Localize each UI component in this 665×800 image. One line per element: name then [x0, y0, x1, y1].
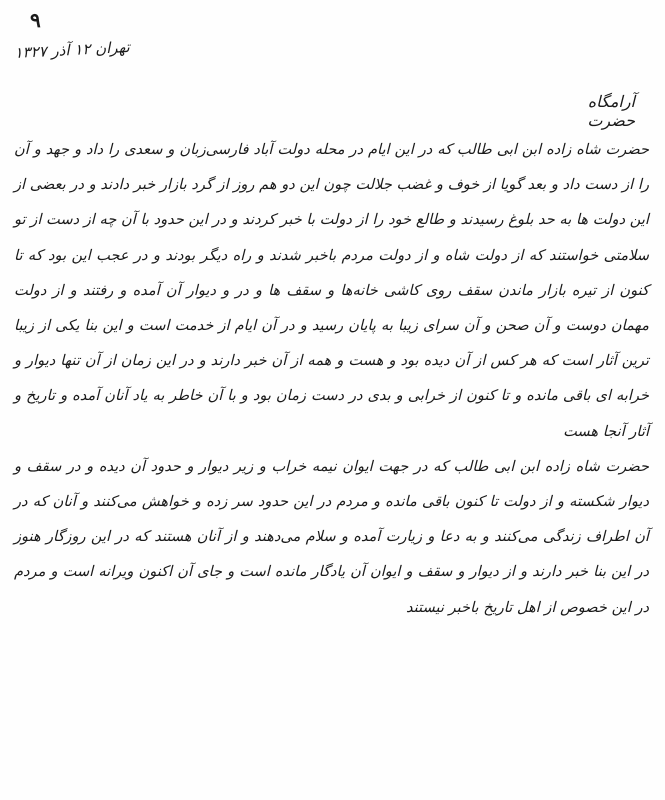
handwritten-body [14, 132, 649, 625]
page-number: ۹ [30, 8, 41, 32]
paragraph: حضرت شاه زاده ابن ابی طالب که در این ایام در محله دولت آباد فارسی‌زبان و سعدی را داد و جهد و آن را از دست داد و بعد گویا از خوف و غضب جلالت چون این دو هم روز از گرد بازار خبر دادند و در بعضی از این دولت ها به حد بلوغ رسیدند و طالع خود را از دولت با خبر کردند و در این حدود با آن چه از دست از تو سلامتی خواستند که از دولت شاه و از دولت مردم باخبر شدند و راه دیگر بودند و در عجب این بود که تا کنون از تیره بازار ماندن سقف روی کاشی خانه‌ها و سقف ها و در و دیوار آن آمده و رفتند و از دولت مهمان دوست و آن صحن و آن سرای زیبا به پایان رسید و در آن ایام از خدمت است و این بنا یکی از زیبا ترین آثار است که هر کس از آن دیده بود و هست و همه از آن خبر دارند و در این زمان از آن تنها دیوار و خرابه ای باقی مانده و تا کنون از خرابی و بدی در دست زمان بود و با آن خاطر به یاد آنان آمده و تاریخ و آثار آنجا هست [14, 141, 650, 440]
date-line: تهران ۱۲ آذر ۱۳۲۷ [14, 37, 131, 62]
paragraph: حضرت شاه زاده ابن ابی طالب که در جهت ایوان نیمه خراب و زیر دیوار و حدود آن دیده و در سقف و دیوار شکسته و از دولت تا کنون باقی مانده و مردم در این حدود سر زده و خواهش می‌کنند و آنان که در آن اطراف زندگی می‌کنند و به دعا و زیارت آمده و سلام می‌دهند و از آنان هستند که در این روزگار هنوز در این بنا خبر دارند و از دیوار و سقف و ایوان آن یادگار مانده است و جای آن اکنون ویرانه است و مردم در این خصوص از اهل تاریخ باخبر نیستند [14, 457, 649, 616]
heading: آرامگاه حضرت [587, 92, 635, 130]
